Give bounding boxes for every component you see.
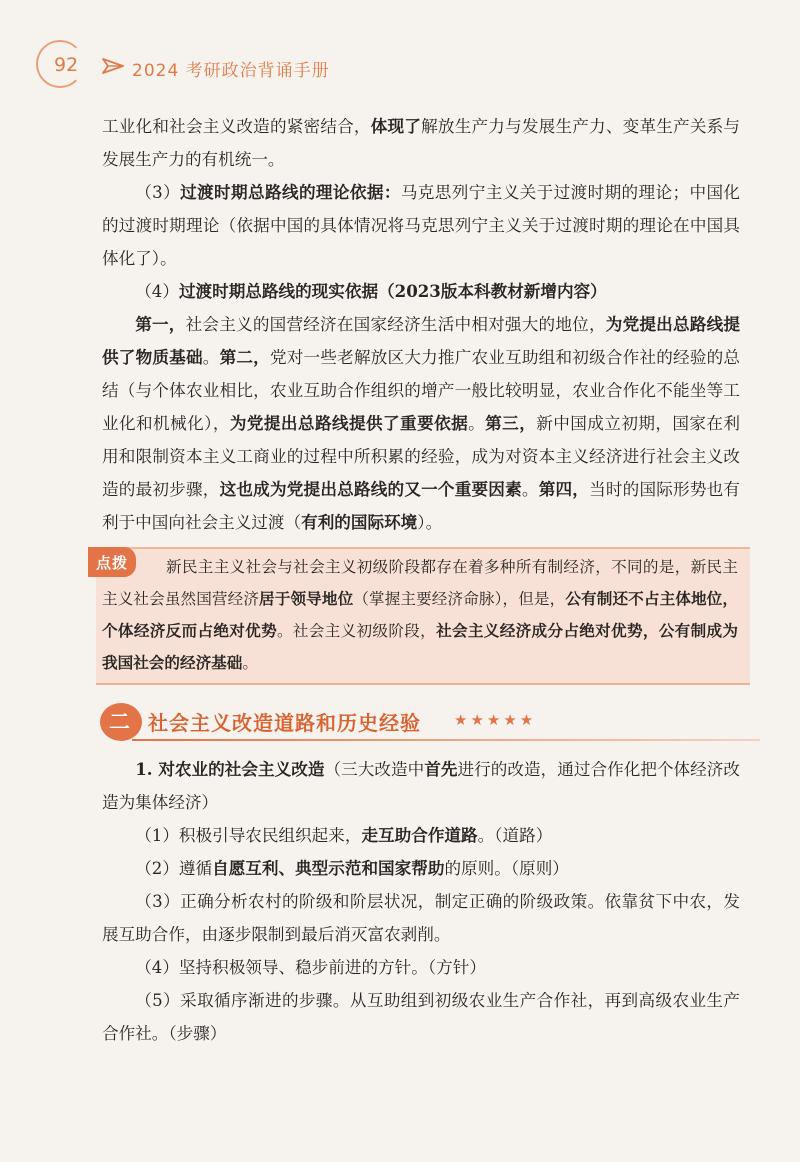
text: 新民主主义社会与社会主义初级阶段都存在着多种所有制经济，不同的是，新民主主义社会虽然国营经济 [102, 558, 738, 608]
bold-text: 第一， [135, 314, 186, 334]
text: 党对一些老解放区大力推广农业互助组和初级合作社的经验的总结（与个体农业相比，农业互助合作组织的增产一般比较明显，农业合作化不能坐等工业化和机械化）， [102, 348, 741, 433]
section-number: 二 [109, 710, 130, 734]
bold-text: 过渡时期总路线的现实依据（2023版本科教材新增内容） [178, 281, 607, 301]
text: 新中国成立初期，国家在利用和限制资本主义工商业的过程中所积累的经验，成为对资本主义经济进行社会主义改造的最初步骤， [102, 414, 741, 499]
text: （三大改造中 [324, 760, 425, 779]
text: （3） [135, 183, 181, 202]
bold-text: 这也成为党提出总路线的又一个重要因素 [219, 479, 522, 499]
tip-text [102, 551, 738, 679]
paragraph-four-points [102, 308, 740, 539]
bold-text: 有利的国际环境 [301, 512, 418, 532]
bold-text: 体现了 [370, 116, 422, 136]
bold-text: 居于领导地位 [259, 589, 354, 608]
agri-item-1 [102, 819, 740, 852]
agri-item-5: （5）采取循序渐进的步骤。从互助组到初级农业生产合作社，再到高级农业生产合作社。（步骤） [102, 991, 740, 1043]
bold-text: 自愿互利、典型示范和国家帮助 [212, 858, 445, 878]
bold-text: 第四， [538, 479, 590, 499]
paragraph-1 [102, 110, 740, 176]
text: 社会主义的国营经济在国家经济生活中相对强大的地位， [185, 315, 606, 334]
text: ）。 [417, 513, 443, 532]
text: 。社会主义初级阶段， [276, 622, 437, 640]
agri-item-2 [102, 852, 740, 885]
text: 。（道路） [477, 826, 553, 845]
agri-item-4: （4）坚持积极领导、稳步前进的方针。（方针） [135, 958, 486, 977]
text: （4） [135, 282, 179, 301]
text: 进行的改造，通过合作化把个体经济改造为集体经济） [102, 760, 741, 812]
bold-text: 首先 [424, 759, 458, 779]
tip-box [96, 547, 750, 685]
agri-heading [102, 753, 740, 819]
page-content [96, 110, 741, 1050]
bold-text: 1. 对农业的社会主义改造 [135, 759, 325, 779]
text: 马克思列宁主义关于过渡时期的理论；中国化的过渡时期理论（依据中国的具体情况将马克思列宁主义关于过渡时期的理论在中国具体化了）。 [102, 183, 741, 268]
bold-text: 为党提出总路线提供了物质基础 [102, 314, 741, 367]
bold-text: 第三， [485, 413, 537, 433]
bold-text: 社会主义经济成分占绝对优势，公有制成为我国社会的经济基础 [102, 621, 738, 672]
importance-stars: ★★★★★ [454, 711, 537, 729]
bold-text: 公有制还不占主体地位，个体经济反而占绝对优势 [102, 589, 738, 640]
bold-text: 第二， [219, 347, 270, 367]
text: 。 [242, 654, 258, 672]
agri-item-3: （3）正确分析农村的阶级和阶层状况，制定正确的阶级政策。依靠贫下中农，发展互助合作，由逐步限制到最后消灭富农剥削。 [102, 892, 740, 944]
book-title: 2024 考研政治背诵手册 [132, 61, 330, 81]
section-heading [102, 697, 740, 745]
text: 。 [521, 480, 539, 499]
text: 。 [468, 414, 486, 433]
section-title: 社会主义改造道路和历史经验 [148, 711, 421, 735]
page-number: 92 [54, 54, 79, 76]
text: 的原则。（原则） [444, 859, 569, 878]
page-header [36, 40, 736, 90]
text: 解放生产力与发展生产力、变革生产关系与发展生产力的有机统一。 [102, 117, 741, 169]
bold-text: 为党提出总路线提供了重要依据 [229, 413, 469, 433]
text: 工业化和社会主义改造的紧密结合， [102, 117, 371, 136]
text: （2）遵循 [135, 859, 213, 878]
text: 。 [202, 348, 220, 367]
text: （掌握主要经济命脉），但是， [353, 590, 566, 608]
bold-text: 过渡时期总路线的理论依据： [180, 182, 401, 202]
paragraph-reality-basis-heading [102, 275, 740, 308]
paper-plane-icon [102, 57, 124, 77]
section-underline [132, 739, 760, 741]
text: （1）积极引导农民组织起来， [135, 826, 362, 845]
tip-badge: 点拨 [88, 547, 136, 577]
text: 当时的国际形势也有利于中国向社会主义过渡（ [102, 480, 741, 532]
bold-text: 走互助合作道路 [361, 825, 478, 845]
paragraph-theory-basis [102, 176, 740, 275]
